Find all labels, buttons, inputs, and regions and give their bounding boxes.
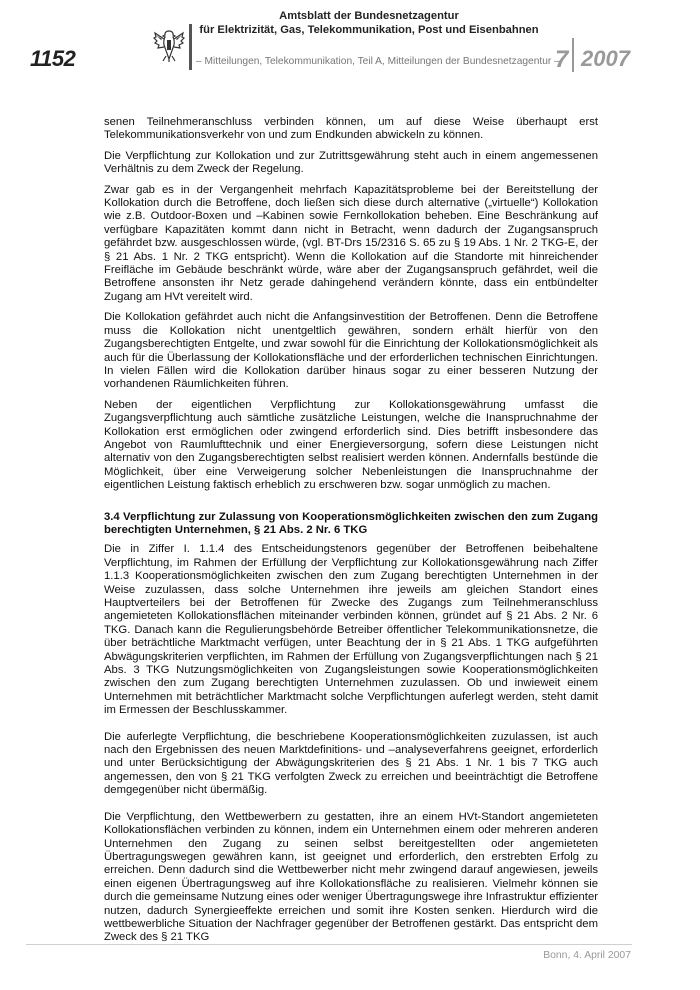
issue-divider <box>572 38 574 72</box>
paragraph: Die Verpflichtung, den Wettbewerbern zu gestatten, ihre an einem HVt-Standort angemieteten Kollokationsflächen verbinden zu können, indem ein Unternehmen einem oder mehreren anderen Unternehmen den Zugang zu seinen selbst bereitgestellten oder angemieteten Übertragungswegen gewähren kann, ist geeignet und erforderlich, den erstrebten Erfolg zu erreichen. Denn dadurch sind die Wettbewerber nicht mehr zwingend darauf angewiesen, jeweils einen eigenen Übertragungsweg auf ihre Kollokationsfläche zu realisieren. Vielmehr können sie durch die gemeinsame Nutzung eines oder weniger Übertragungswege ihre Infrastruktur effizienter nutzen, dadurch Synergieeffekte erreichen und somit ihre Kosten senken. Hierdurch wird die wettbewerbliche Situation der Nachfrager gegenüber der Betroffenen gestärkt. Das entspricht dem Zweck des § 21 TKG <box>104 810 598 944</box>
paragraph: Die in Ziffer I. 1.1.4 des Entscheidungstenors gegenüber der Betroffenen beibehaltene Verpflichtung, im Rahmen der Erfüllung der Verpflichtung zur Kollokationsgewährung nach Ziffer 1.1.3 Kooperationsmöglichkeiten zwischen den zum Zugang berechtigten Unternehmen in der Weise zuzulassen, dass solche Unternehmen ihre jeweils am gleichen Standort eines Hauptverteilers bei der Betroffenen für Zwecke des Zugangs zum Teilnehmeranschluss angemieteten Kollokationsflächen miteinander verbinden können, gründet auf § 21 Abs. 2 Nr. 6 TKG. Danach kann die Regulierungsbehörde Betreiber öffentlicher Telekommunikationsnetze, die über beträchtliche Marktmacht verfügen, unter Beachtung der in § 21 Abs. 1 TKG aufgeführten Abwägungskriterien verpflichten, im Rahmen der Erfüllung von Zugangsverpflichtungen nach § 21 Abs. 3 TKG Nutzungsmöglichkeiten von Zugangsleistungen sowie Kooperationsmöglichkeiten zwischen den zum Zugang berechtigten Unternehmen zuzulassen. Ob und inwieweit einem Unternehmen mit beträchtlicher Marktmacht solche Verpflichtungen auferlegt werden, steht damit im Ermessen der Beschlusskammer. <box>104 543 598 717</box>
issue-year: 2007 <box>581 46 630 71</box>
page-number: 1152 <box>30 46 76 71</box>
footer-place-date: Bonn, 4. April 2007 <box>543 950 631 961</box>
paragraph: Die auferlegte Verpflichtung, die beschriebene Kooperationsmöglichkeiten zuzulassen, ist auch nach den Ergebnissen des neuen Marktdefinitions- und –analyseverfahrens geeignet, erforderlich und unter Berücksichtigung der Abwägungskriterien des § 21 Abs. 1 Nr. 1 bis 7 TKG auch angemessen, den von § 21 TKG verfolgten Zweck zu erreichen und beeinträchtigt die Betroffene demgegenüber nicht übermäßig. <box>104 730 598 797</box>
footer-divider <box>26 944 632 945</box>
document-body <box>104 116 598 952</box>
paragraph: Neben der eigentlichen Verpflichtung zur Kollokationsgewährung umfasst die Zugangsverpflichtung auch sämtliche zusätzliche Leistungen, welche die Inanspruchnahme der Kollokation erst ermöglichen oder zwingend erforderlich sind. Dies betrifft insbesondere das Angebot von Raumlufttechnik und einer Energieversorgung, sofern diese Leistungen nicht alternativ von den Zugangsberechtigten selbst realisiert werden können. Andernfalls bestünde die Möglichkeit, über eine Verweigerung solcher Nebenleistungen die Inanspruchnahme der eigentlichen Leistung faktisch erheblich zu erschweren bzw. sogar unmöglich zu machen. <box>104 398 598 492</box>
paragraph: Die Verpflichtung zur Kollokation und zur Zutrittsgewährung steht auch in einem angemessenen Verhältnis zu dem Zweck der Regelung. <box>104 149 598 176</box>
issue-number: 7 <box>555 46 569 73</box>
federal-eagle-icon <box>152 28 186 64</box>
publication-title-line1: Amtsblatt der Bundesnetzagentur <box>279 10 459 22</box>
header-divider <box>189 24 192 70</box>
publication-subtitle: – Mitteilungen, Telekommunikation, Teil A, Mitteilungen der Bundesnetzagentur – <box>196 56 560 67</box>
publication-title-line2: für Elektrizität, Gas, Telekommunikation, Post und Eisenbahnen <box>199 23 539 36</box>
paragraph: Die Kollokation gefährdet auch nicht die Anfangsinvestition der Betroffenen. Denn die Betroffene muss die Kollokation nicht unentgeltlich gewähren, sondern erhält hierfür von den Zugangsberechtigten Entgelte, und zwar sowohl für die Einrichtung der Kollokationsmöglichkeit als auch für die Überlassung der Kollokationsfläche und der erforderlichen technischen Einrichtungen. In vielen Fällen wird die Kollokation darüber hinaus sogar zu einer besseren Nutzung der vorhandenen Räumlichkeiten führen. <box>104 311 598 391</box>
publication-title <box>196 10 542 37</box>
paragraph: Zwar gab es in der Vergangenheit mehrfach Kapazitätsprobleme bei der Bereitstellung der Kollokation durch die Betroffene, doch ließen sich diese durch alternative („virtuelle“) Kollokation wie z.B. Outdoor-Boxen und –Kabinen sowie Fernkollokation beheben. Eine Beschränkung auf verfügbare Kapazitäten kommt dann nicht in Betracht, wenn dadurch der Zugangsanspruch gefährdet bzw. ausgeschlossen würde, (vgl. BT-Drs 15/2316 S. 65 zu § 19 Abs. 1 Nr. 2 TKG-E, der § 21 Abs. 1 Nr. 2 TKG entspricht). Wenn die Kollokation auf die Standorte mit hinreichender Freifläche im Gebäude beschränkt würde, wäre aber der Zugangsanspruch gefährdet, weil die Betroffene ansonsten ihr Netz gerade dahingehend verändern könnte, dass ein entbündelter Zugang am HVt vereitelt wird. <box>104 183 598 303</box>
section-heading: 3.4 Verpflichtung zur Zulassung von Kooperationsmöglichkeiten zwischen den zum Zugang berechtigten Unternehmen, § 21 Abs. 2 Nr. 6 TKG <box>104 510 598 536</box>
paragraph: senen Teilnehmeranschluss verbinden können, um auf diese Weise überhaupt erst Telekommunikationsverkehr von und zum Endkunden abwickeln zu können. <box>104 116 598 142</box>
